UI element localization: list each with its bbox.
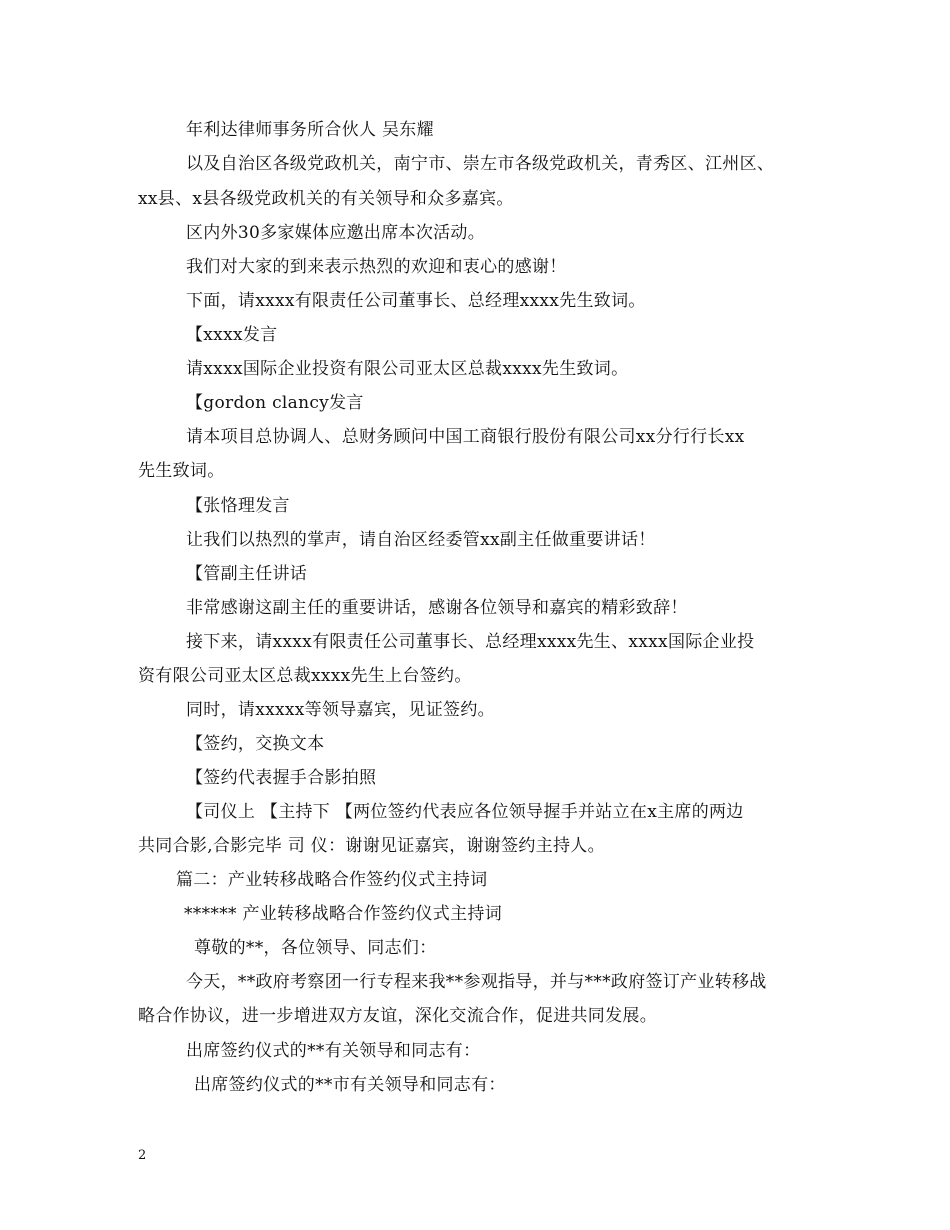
text-line-11: 先生致词。 (138, 461, 225, 481)
text-line-9: 【gordon clancy发言 (186, 393, 364, 413)
text-line-7: 【xxxx发言 (186, 325, 278, 345)
text-line-20: 【签约代表握手合影拍照 (186, 768, 377, 788)
text-line-10: 请本项目总协调人、总财务顾问中国工商银行股份有限公司xx分行行长xx (186, 427, 745, 447)
text-line-28: 出席签约仪式的**有关领导和同志有： (186, 1041, 481, 1061)
text-line-17: 资有限公司亚太区总裁xxxx先生上台签约。 (138, 666, 472, 686)
text-line-4: 区内外30多家媒体应邀出席本次活动。 (186, 223, 486, 243)
text-line-13: 让我们以热烈的掌声，请自治区经委管xx副主任做重要讲话！ (186, 530, 656, 550)
text-line-6: 下面，请xxxx有限责任公司董事长、总经理xxxx先生致词。 (186, 291, 646, 311)
text-line-16: 接下来，请xxxx有限责任公司董事长、总经理xxxx先生、xxxx国际企业投 (186, 632, 755, 652)
text-line-3: xx县、x县各级党政机关的有关领导和众多嘉宾。 (138, 189, 514, 209)
text-line-22: 共同合影,合影完毕 司 仪：谢谢见证嘉宾，谢谢签约主持人。 (138, 836, 605, 856)
text-line-14: 【管副主任讲话 (186, 564, 308, 584)
text-line-5: 我们对大家的到来表示热烈的欢迎和衷心的感谢！ (186, 257, 567, 277)
page-number: 2 (138, 1148, 147, 1163)
text-line-21: 【司仪上 【主持下 【两位签约代表应各位领导握手并站立在x主席的两边 (186, 802, 744, 822)
text-line-18: 同时，请xxxxx等领导嘉宾，见证签约。 (186, 700, 495, 720)
section-heading: 篇二：产业转移战略合作签约仪式主持词 (176, 870, 488, 890)
text-line-27: 略合作协议，进一步增进双方友谊，深化交流合作，促进共同发展。 (138, 1006, 657, 1026)
text-line-26: 今天，**政府考察团一行专程来我**参观指导，并与***政府签订产业转移战 (186, 972, 767, 992)
text-line-15: 非常感谢这副主任的重要讲话，感谢各位领导和嘉宾的精彩致辞！ (186, 598, 688, 618)
text-line-8: 请xxxx国际企业投资有限公司亚太区总裁xxxx先生致词。 (186, 359, 629, 379)
section-subtitle: ****** 产业转移战略合作签约仪式主持词 (184, 904, 503, 924)
text-line-2: 以及自治区各级党政机关，南宁市、崇左市各级党政机关，青秀区、江州区、 (186, 154, 775, 174)
text-line-25: 尊敬的**，各位领导、同志们： (194, 938, 437, 958)
text-line-1: 年利达律师事务所合伙人 吴东耀 (186, 120, 434, 140)
text-line-12: 【张恪理发言 (186, 496, 290, 516)
text-line-19: 【签约，交换文本 (186, 734, 325, 754)
text-line-29: 出席签约仪式的**市有关领导和同志有： (194, 1075, 506, 1095)
